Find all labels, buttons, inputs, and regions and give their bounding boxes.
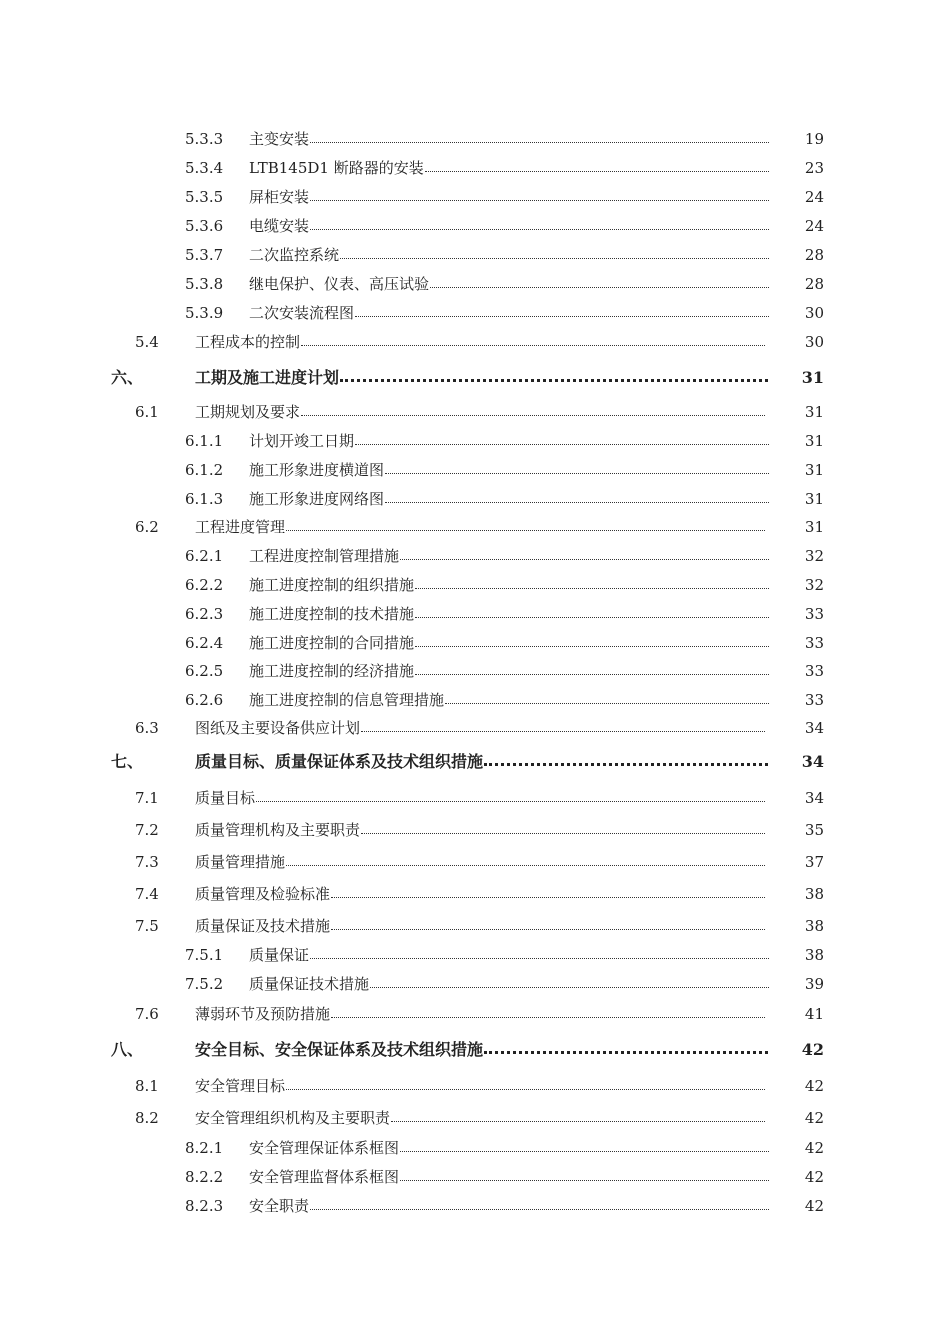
- toc-entry-title: 工期及施工进度计划: [195, 368, 340, 387]
- toc-entry-page: 33: [804, 662, 824, 680]
- toc-entry-title: 质量保证: [249, 946, 310, 964]
- toc-entry[interactable]: [0, 128, 950, 150]
- toc-entry-title: 质量目标、质量保证体系及技术组织措施: [195, 752, 484, 771]
- toc-entry-title: 质量管理机构及主要职责: [195, 821, 361, 839]
- toc-entry-number: 5.3.3: [185, 130, 224, 148]
- toc-entry[interactable]: [0, 689, 950, 711]
- toc-entry[interactable]: [0, 215, 950, 237]
- toc-entry[interactable]: [0, 545, 950, 567]
- toc-entry-title: 主变安装: [249, 130, 310, 148]
- toc-dot-leader: [484, 1051, 768, 1054]
- toc-entry-number: 5.3.8: [185, 275, 224, 293]
- toc-entry-number: 7.5.2: [185, 975, 224, 993]
- toc-entry-page: 34: [804, 789, 824, 807]
- toc-dot-leader: [310, 142, 769, 143]
- toc-entry[interactable]: [0, 660, 950, 682]
- toc-entry-page: 34: [804, 719, 824, 737]
- toc-dot-leader: [286, 1089, 765, 1090]
- toc-dot-leader: [445, 703, 769, 704]
- toc-entry[interactable]: [0, 273, 950, 295]
- toc-entry-number: 6.1.2: [185, 461, 224, 479]
- toc-entry-title: 施工进度控制的信息管理措施: [249, 691, 445, 709]
- toc-entry-number: 8.2: [135, 1109, 159, 1127]
- toc-entry-title: 薄弱环节及预防措施: [195, 1005, 331, 1023]
- toc-entry-number: 8.1: [135, 1077, 159, 1095]
- toc-entry-page: 31: [804, 518, 824, 536]
- toc-entry[interactable]: [0, 302, 950, 324]
- toc-entry-page: 31: [801, 368, 824, 387]
- toc-entry-number: 6.1.3: [185, 490, 224, 508]
- toc-dot-leader: [310, 1209, 769, 1210]
- toc-entry-title: 屏柜安装: [249, 188, 310, 206]
- toc-entry-page: 38: [804, 946, 824, 964]
- toc-entry-number: 5.3.5: [185, 188, 224, 206]
- toc-entry[interactable]: [0, 787, 950, 809]
- toc-entry-page: 38: [804, 917, 824, 935]
- toc-entry-page: 35: [804, 821, 824, 839]
- toc-entry-title: 安全管理组织机构及主要职责: [195, 1109, 391, 1127]
- toc-dot-leader: [415, 617, 769, 618]
- toc-entry-page: 42: [804, 1109, 824, 1127]
- toc-entry-title: 工程进度控制管理措施: [249, 547, 400, 565]
- toc-entry[interactable]: [0, 367, 950, 389]
- toc-entry[interactable]: [0, 973, 950, 995]
- toc-dot-leader: [331, 897, 765, 898]
- toc-dot-leader: [340, 379, 768, 382]
- toc-dot-leader: [415, 588, 769, 589]
- toc-entry[interactable]: [0, 751, 950, 773]
- toc-entry-page: 31: [804, 403, 824, 421]
- toc-entry-title: 电缆安装: [249, 217, 310, 235]
- toc-dot-leader: [425, 171, 769, 172]
- toc-entry-page: 34: [801, 752, 824, 771]
- toc-entry-title: 计划开竣工日期: [249, 432, 355, 450]
- toc-entry[interactable]: [0, 574, 950, 596]
- toc-dot-leader: [301, 415, 765, 416]
- toc-dot-leader: [400, 1180, 769, 1181]
- toc-dot-leader: [310, 229, 769, 230]
- toc-entry[interactable]: [0, 430, 950, 452]
- toc-entry-page: 32: [804, 547, 824, 565]
- toc-dot-leader: [400, 1151, 769, 1152]
- toc-dot-leader: [385, 473, 769, 474]
- toc-entry-number: 7.3: [135, 853, 159, 871]
- toc-entry-number: 5.3.9: [185, 304, 224, 322]
- toc-entry[interactable]: [0, 603, 950, 625]
- toc-entry-title: 安全目标、安全保证体系及技术组织措施: [195, 1040, 484, 1059]
- toc-entry-title: 安全职责: [249, 1197, 310, 1215]
- toc-entry[interactable]: [0, 459, 950, 481]
- toc-entry-page: 38: [804, 885, 824, 903]
- toc-entry-number: 7.1: [135, 789, 159, 807]
- toc-entry-number: 七、: [111, 752, 144, 771]
- toc-entry-page: 39: [804, 975, 824, 993]
- toc-entry-page: 42: [801, 1040, 824, 1059]
- toc-entry[interactable]: [0, 1137, 950, 1159]
- toc-dot-leader: [286, 530, 765, 531]
- toc-entry[interactable]: [0, 1107, 950, 1129]
- toc-entry-title: 二次安装流程图: [249, 304, 355, 322]
- toc-entry-number: 7.4: [135, 885, 159, 903]
- toc-entry[interactable]: [0, 717, 950, 739]
- toc-dot-leader: [355, 444, 769, 445]
- toc-entry-title: 施工进度控制的组织措施: [249, 576, 415, 594]
- toc-entry[interactable]: [0, 944, 950, 966]
- toc-entry[interactable]: [0, 1195, 950, 1217]
- toc-entry-title: 施工进度控制的合同措施: [249, 634, 415, 652]
- toc-entry-title: 施工进度控制的技术措施: [249, 605, 415, 623]
- toc-entry-title: 二次监控系统: [249, 246, 340, 264]
- toc-entry-page: 19: [804, 130, 824, 148]
- toc-entry-title: 质量保证技术措施: [249, 975, 370, 993]
- toc-dot-leader: [340, 258, 769, 259]
- toc-dot-leader: [370, 987, 769, 988]
- toc-dot-leader: [331, 929, 765, 930]
- toc-dot-leader: [391, 1121, 765, 1122]
- toc-dot-leader: [361, 731, 765, 732]
- toc-entry[interactable]: [0, 516, 950, 538]
- toc-dot-leader: [355, 316, 769, 317]
- toc-dot-leader: [301, 345, 765, 346]
- toc-entry[interactable]: [0, 244, 950, 266]
- toc-entry[interactable]: [0, 1003, 950, 1025]
- toc-entry-number: 7.6: [135, 1005, 159, 1023]
- toc-entry-number: 5.3.6: [185, 217, 224, 235]
- toc-entry-title: 质量管理及检验标准: [195, 885, 331, 903]
- toc-entry-number: 6.3: [135, 719, 159, 737]
- toc-dot-leader: [484, 763, 768, 766]
- toc-entry-page: 24: [804, 188, 824, 206]
- toc-entry-number: 8.2.1: [185, 1139, 224, 1157]
- toc-entry-title: 施工形象进度网络图: [249, 490, 385, 508]
- toc-entry-number: 6.2: [135, 518, 159, 536]
- toc-entry-title: LTB145D1 断路器的安装: [249, 159, 424, 177]
- toc-entry[interactable]: [0, 883, 950, 905]
- toc-entry-number: 八、: [111, 1040, 144, 1059]
- toc-entry-number: 6.1.1: [185, 432, 224, 450]
- toc-entry[interactable]: [0, 331, 950, 353]
- toc-entry-title: 工期规划及要求: [195, 403, 301, 421]
- toc-dot-leader: [256, 801, 765, 802]
- toc-entry-page: 41: [804, 1005, 824, 1023]
- toc-dot-leader: [310, 200, 769, 201]
- toc-entry-number: 6.2.5: [185, 662, 224, 680]
- toc-entry-number: 5.4: [135, 333, 159, 351]
- toc-entry-title: 质量管理措施: [195, 853, 286, 871]
- toc-entry-page: 42: [804, 1077, 824, 1095]
- toc-entry-number: 6.2.6: [185, 691, 224, 709]
- toc-entry[interactable]: [0, 819, 950, 841]
- toc-entry-number: 6.2.2: [185, 576, 224, 594]
- toc-dot-leader: [415, 674, 769, 675]
- toc-entry-page: 24: [804, 217, 824, 235]
- toc-entry-page: 42: [804, 1197, 824, 1215]
- toc-entry[interactable]: [0, 401, 950, 423]
- toc-entry-title: 图纸及主要设备供应计划: [195, 719, 361, 737]
- toc-entry-page: 33: [804, 634, 824, 652]
- toc-dot-leader: [286, 865, 765, 866]
- toc-entry-number: 六、: [111, 368, 144, 387]
- toc-dot-leader: [310, 958, 769, 959]
- toc-entry-title: 施工形象进度横道图: [249, 461, 385, 479]
- toc-entry-title: 质量目标: [195, 789, 256, 807]
- toc-entry-title: 安全管理目标: [195, 1077, 286, 1095]
- toc-entry-page: 31: [804, 432, 824, 450]
- toc-entry[interactable]: [0, 186, 950, 208]
- toc-entry-page: 28: [804, 275, 824, 293]
- toc-entry[interactable]: [0, 488, 950, 510]
- toc-entry-number: 8.2.2: [185, 1168, 224, 1186]
- toc-entry[interactable]: [0, 915, 950, 937]
- toc-entry-number: 7.5.1: [185, 946, 224, 964]
- toc-entry-number: 6.2.4: [185, 634, 224, 652]
- toc-entry-page: 23: [804, 159, 824, 177]
- toc-entry-page: 28: [804, 246, 824, 264]
- toc-dot-leader: [400, 559, 769, 560]
- toc-entry-page: 32: [804, 576, 824, 594]
- toc-entry-title: 安全管理保证体系框图: [249, 1139, 400, 1157]
- toc-dot-leader: [415, 646, 769, 647]
- toc-entry[interactable]: [0, 851, 950, 873]
- toc-entry[interactable]: [0, 1039, 950, 1061]
- toc-entry-title: 工程成本的控制: [195, 333, 301, 351]
- toc-entry-number: 6.2.3: [185, 605, 224, 623]
- toc-entry-number: 8.2.3: [185, 1197, 224, 1215]
- toc-entry-title: 施工进度控制的经济措施: [249, 662, 415, 680]
- toc-entry-number: 6.1: [135, 403, 159, 421]
- toc-entry-page: 30: [804, 333, 824, 351]
- toc-entry-title: 安全管理监督体系框图: [249, 1168, 400, 1186]
- toc-entry-page: 31: [804, 461, 824, 479]
- toc-entry-page: 31: [804, 490, 824, 508]
- toc-entry-page: 33: [804, 691, 824, 709]
- toc-entry-page: 42: [804, 1168, 824, 1186]
- toc-dot-leader: [430, 287, 769, 288]
- toc-entry-title: 工程进度管理: [195, 518, 286, 536]
- toc-entry-title: 继电保护、仪表、高压试验: [249, 275, 430, 293]
- toc-dot-leader: [361, 833, 765, 834]
- toc-entry-number: 6.2.1: [185, 547, 224, 565]
- toc-entry-number: 5.3.7: [185, 246, 224, 264]
- toc-entry-title: 质量保证及技术措施: [195, 917, 331, 935]
- toc-entry-number: 7.5: [135, 917, 159, 935]
- toc-entry[interactable]: [0, 157, 950, 179]
- toc-entry[interactable]: [0, 1075, 950, 1097]
- toc-entry-page: 30: [804, 304, 824, 322]
- toc-dot-leader: [385, 502, 769, 503]
- toc-entry-page: 37: [804, 853, 824, 871]
- toc-dot-leader: [331, 1017, 765, 1018]
- toc-entry[interactable]: [0, 632, 950, 654]
- toc-entry-number: 5.3.4: [185, 159, 224, 177]
- toc-entry-number: 7.2: [135, 821, 159, 839]
- toc-entry-page: 42: [804, 1139, 824, 1157]
- toc-entry[interactable]: [0, 1166, 950, 1188]
- toc-entry-page: 33: [804, 605, 824, 623]
